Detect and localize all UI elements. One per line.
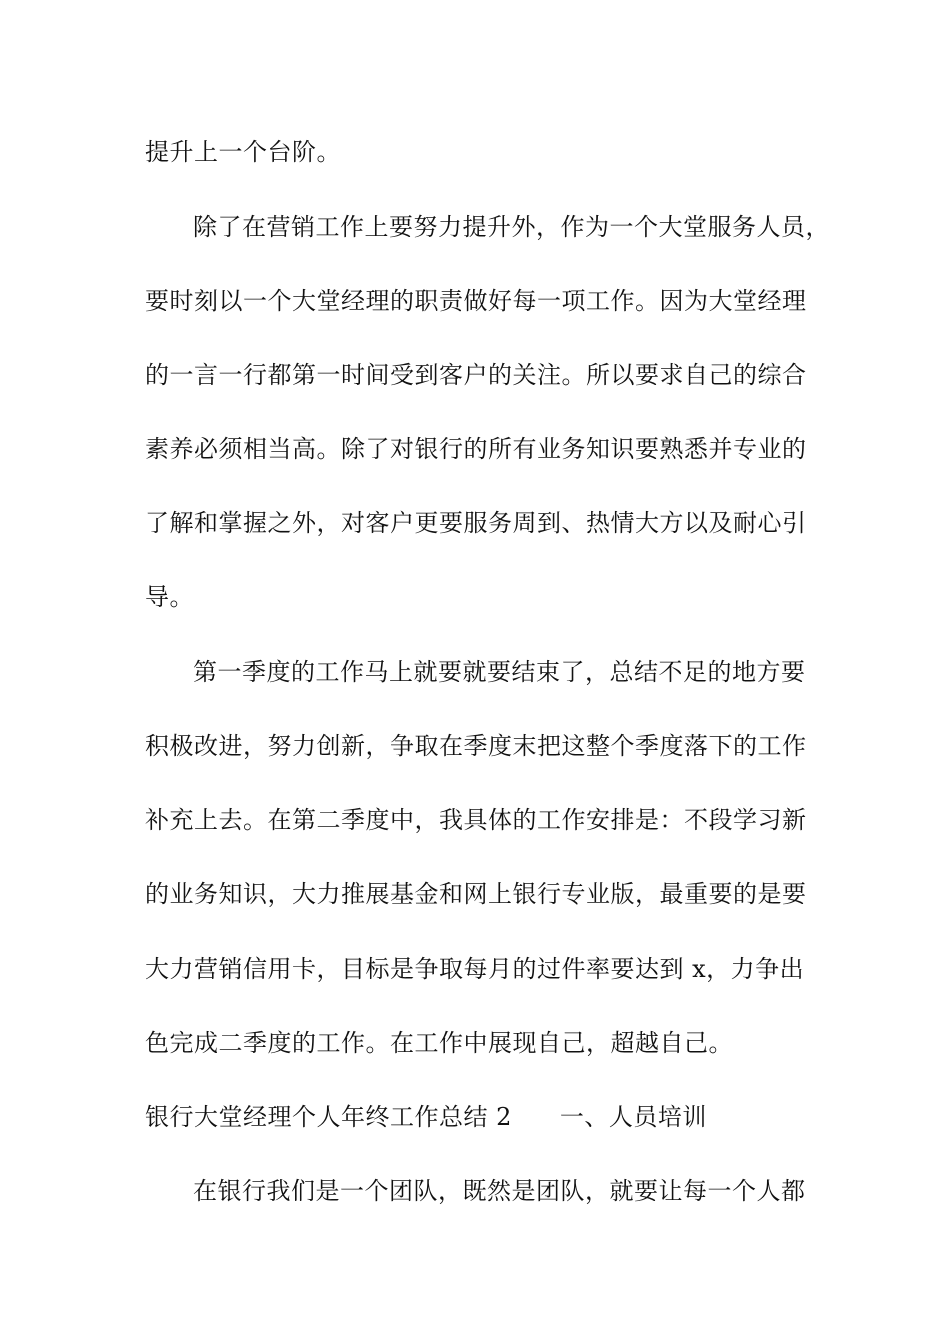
heading-title: 银行大堂经理个人年终工作总结 2	[145, 1103, 512, 1131]
paragraph-line: 素养必须相当高。除了对银行的所有业务知识要熟悉并专业的	[145, 435, 807, 463]
paragraph-line: 积极改进，努力创新，争取在季度末把这整个季度落下的工作	[145, 732, 807, 760]
paragraph-line: 导。	[145, 583, 194, 611]
heading-subtitle: 一、人员培训	[559, 1103, 707, 1131]
paragraph-line: 了解和掌握之外，对客户更要服务周到、热情大方以及耐心引	[145, 509, 807, 537]
paragraph-line: 色完成二季度的工作。在工作中展现自己，超越自己。	[145, 1029, 733, 1057]
paragraph-line: 大力营销信用卡，目标是争取每月的过件率要达到 x，力争出	[145, 955, 805, 983]
paragraph-line: 除了在营销工作上要努力提升外，作为一个大堂服务人员，	[193, 213, 830, 241]
paragraph-line: 提升上一个台阶。	[145, 138, 341, 166]
paragraph-line: 补充上去。在第二季度中，我具体的工作安排是：不段学习新	[145, 806, 807, 834]
section-heading	[145, 1102, 707, 1132]
paragraph-line: 要时刻以一个大堂经理的职责做好每一项工作。因为大堂经理	[145, 287, 807, 315]
paragraph-line: 的业务知识，大力推展基金和网上银行专业版，最重要的是要	[145, 880, 807, 908]
paragraph-line: 的一言一行都第一时间受到客户的关注。所以要求自己的综合	[145, 361, 807, 389]
paragraph-line: 第一季度的工作马上就要就要结束了，总结不足的地方要	[193, 658, 806, 686]
paragraph-line: 在银行我们是一个团队，既然是团队，就要让每一个人都	[193, 1177, 806, 1205]
